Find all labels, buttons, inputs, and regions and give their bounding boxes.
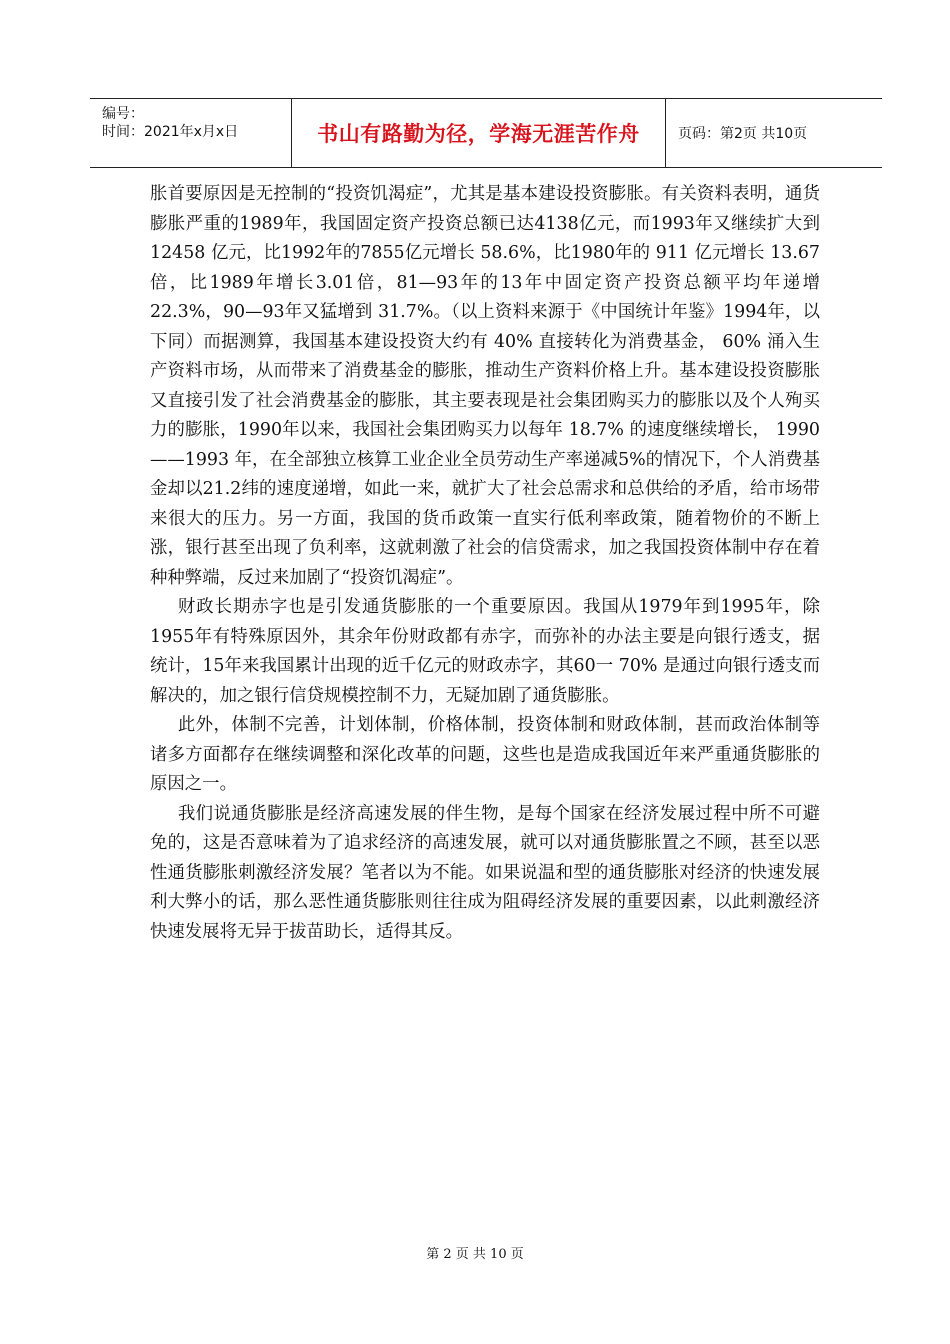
- paragraph: 此外，体制不完善，计划体制，价格体制，投资体制和财政体制，甚而政治体制等诸多方面都存在继续调整和深化改革的问题，这些也是造成我国近年来严重通货膨胀的原因之一。: [150, 715, 820, 794]
- page-header: [90, 98, 882, 168]
- header-page-cell: [666, 99, 882, 167]
- document-time-label: 时间：2021年x月x日: [102, 124, 239, 140]
- document-number-label: 编号：: [102, 106, 144, 122]
- paragraph: 财政长期赤字也是引发通货膨胀的一个重要原因。我国从1979年到1995年，除1955年有特殊原因外，其余年份财政都有赤字，而弥补的办法主要是向银行透支，据统计，15年来我国累计出现的近千亿元的财政赤字，其60一 70% 是通过向银行透支而解决的，加之银行信贷规模控制不力，无疑加剧了通货膨胀。: [150, 597, 820, 706]
- paragraph: 我们说通货膨胀是经济高速发展的伴生物，是每个国家在经济发展过程中所不可避免的，这是否意味着为了追求经济的高速发展，就可以对通货膨胀置之不顾，甚至以恶性通货膨胀刺激经济发展？笔者以为不能。如果说温和型的通货膨胀对经济的快速发展利大弊小的话，那么恶性通货膨胀则往往成为阻碍经济发展的重要因素，以此刺激经济快速发展将无异于拔苗助长，适得其反。: [150, 803, 820, 942]
- paragraph: 胀首要原因是无控制的“投资饥渴症”，尤其是基本建设投资膨胀。有关资料表明，通货膨胀严重的1989年，我国固定资产投资总额已达4138亿元，而1993年又继续扩大到 12458 亿元，比1992年的7855亿元增长 58.6%，比1980年的 911 亿元增长 13.67 倍，比1989年增长3.01倍，81—93年的13年中固定资产投资总额平均年递增 22.3%，90—93年又猛增到 31.7%。（以上资料来源于《中国统计年鉴》1994年，以下同）而据测算，我国基本建设投资大约有 40% 直接转化为消费基金， 60% 涌入生产资料市场，从而带来了消费基金的膨胀，推动生产资料价格上升。基本建设投资膨胀又直接引发了社会消费基金的膨胀，其主要表现是社会集团购买力的膨胀以及个人殉买力的膨胀，1990年以来，我国社会集团购买力以每年 18.7% 的速度继续增长， 1990——1993 年，在全部独立核算工业企业全员劳动生产率递减5%的情况下，个人消费基金却以21.2纬的速度递增，如此一来，就扩大了社会总需求和总供给的矛盾，给市场带来很大的压力。另一方面，我国的货币政策一直实行低利率政策，随着物价的不断上涨，银行甚至出现了负利率，这就刺激了社会的信贷需求，加之我国投资体制中存在着种种弊端，反过来加剧了“投资饥渴症”。: [150, 184, 820, 588]
- footer-page-number: 第 2 页 共 10 页: [426, 1247, 524, 1262]
- page-footer: [0, 1243, 950, 1262]
- document-body: [150, 180, 820, 947]
- header-motto: 书山有路勤为径，学海无涯苦作舟: [317, 122, 640, 146]
- header-page-label: 页码：第2页 共10页: [678, 126, 808, 142]
- header-meta: [90, 99, 292, 167]
- header-motto-cell: [292, 99, 666, 167]
